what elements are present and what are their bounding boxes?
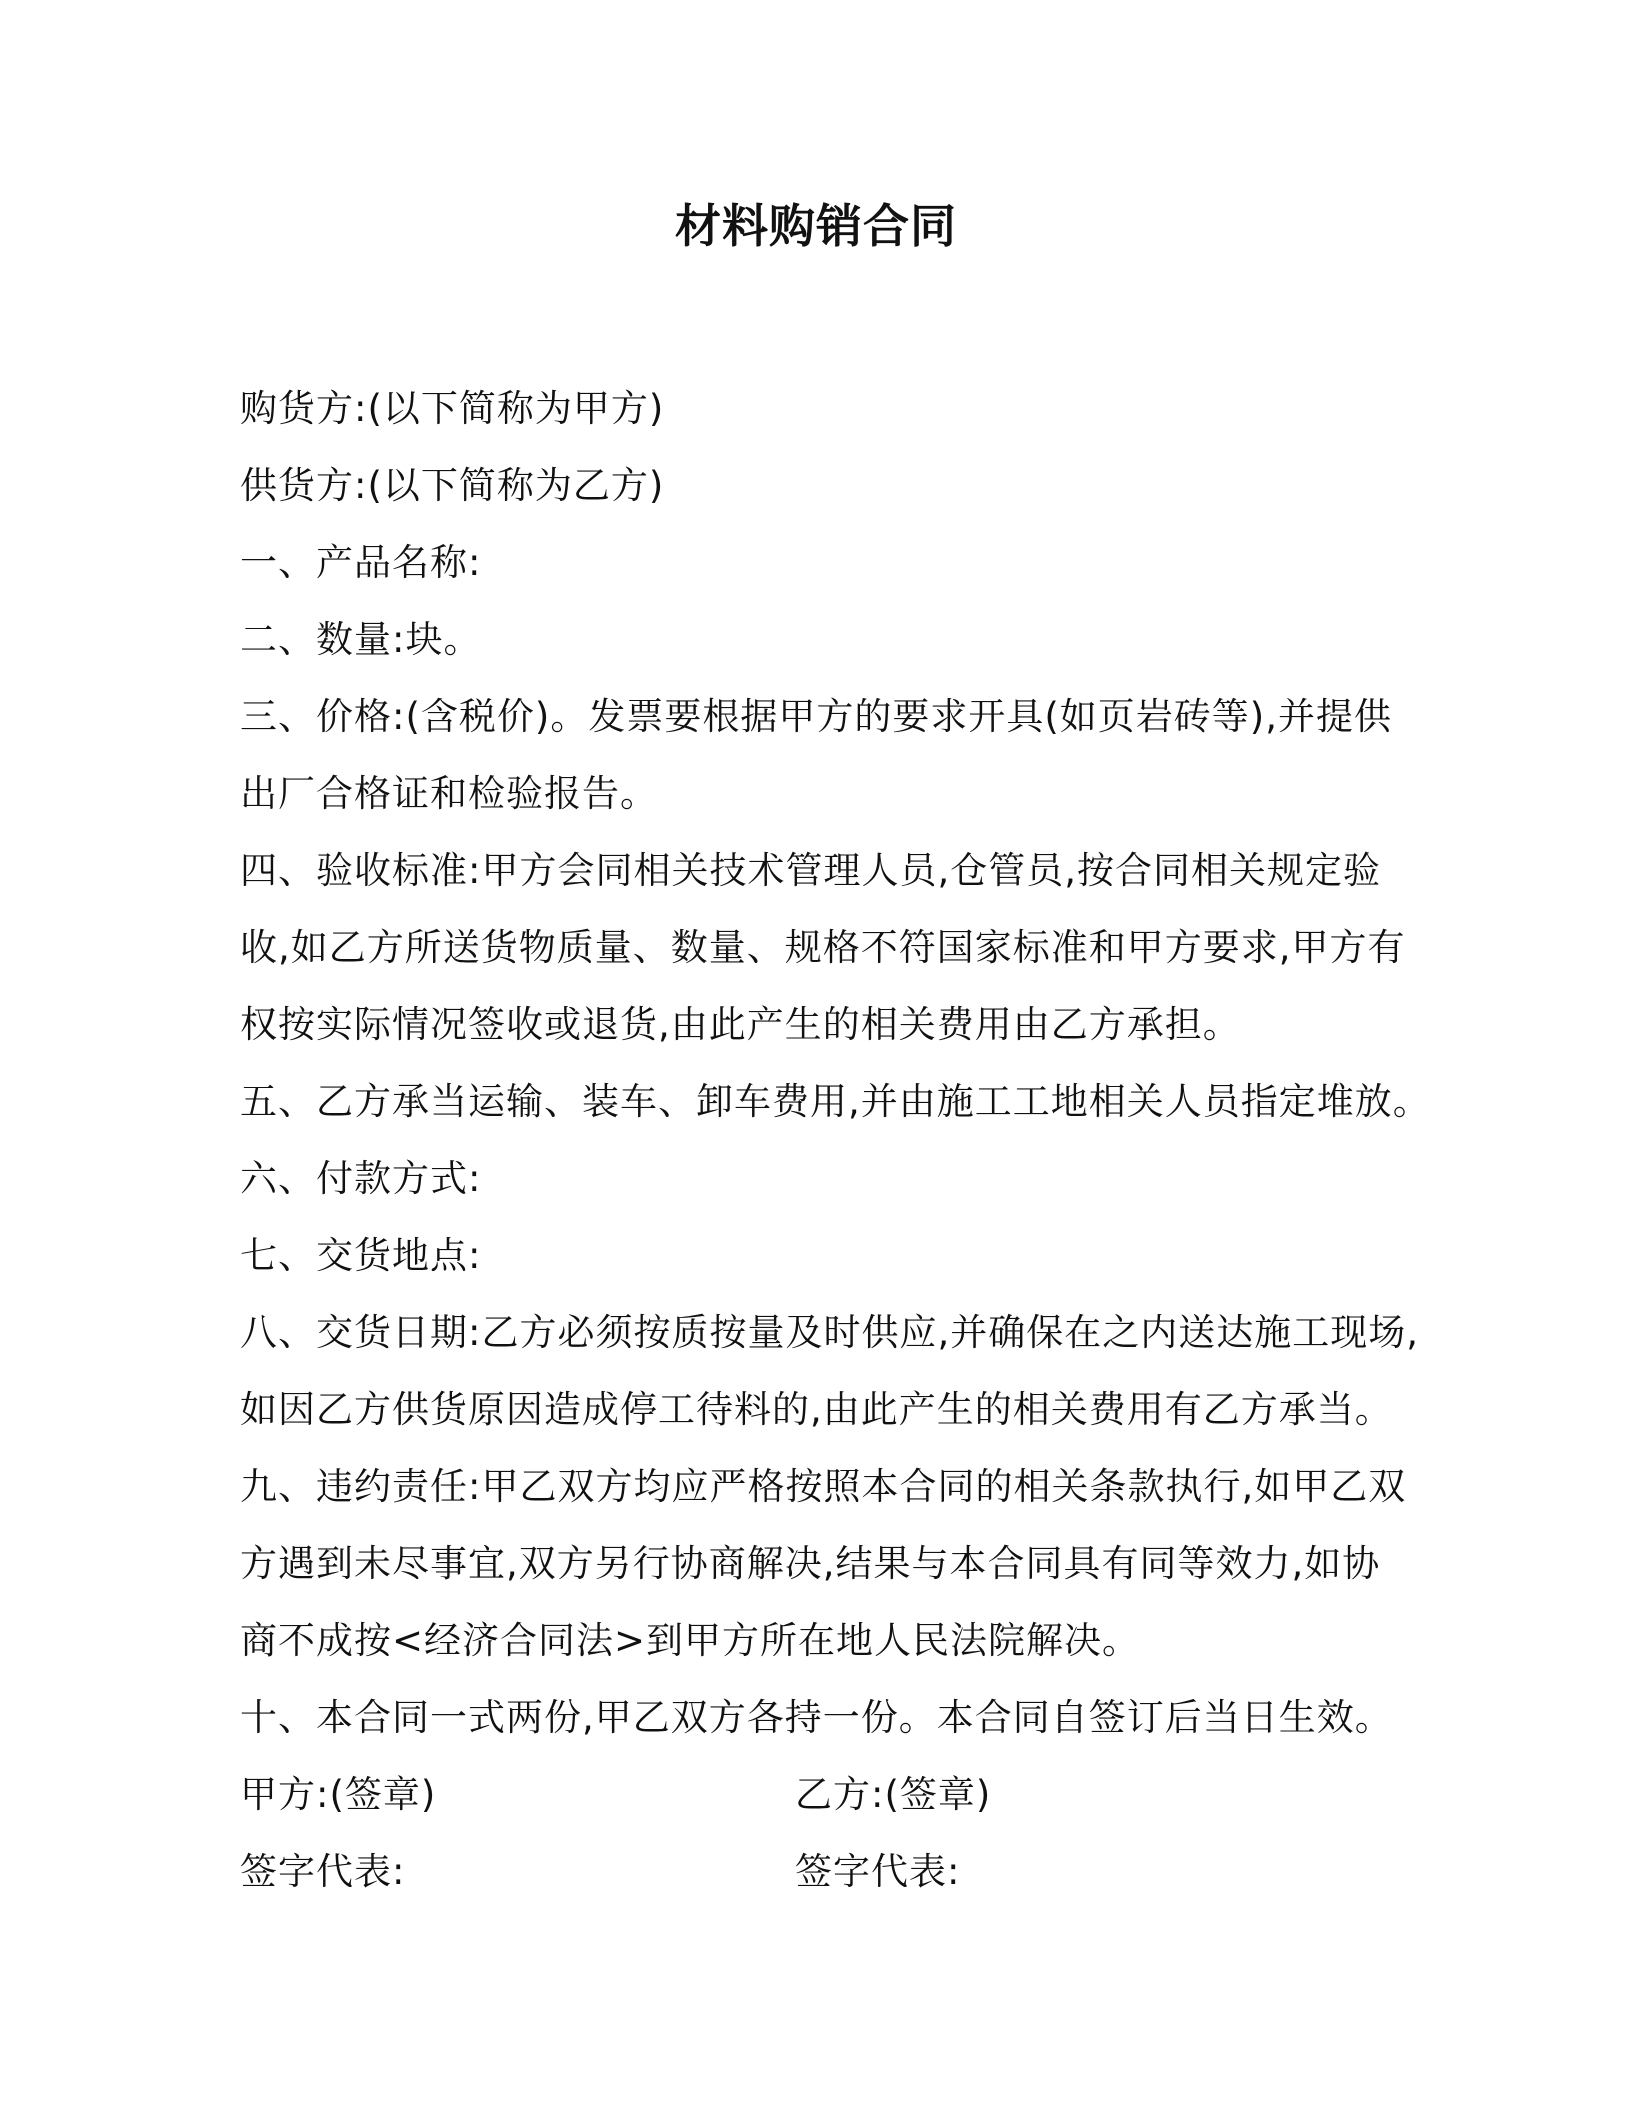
clause-4-acceptance-cont-2: 权按实际情况签收或退货,由此产生的相关费用由乙方承担。 bbox=[240, 1003, 1241, 1046]
clause-7-delivery-location: 七、交货地点: bbox=[240, 1234, 482, 1277]
party-b-seal: 乙方:(签章) bbox=[795, 1773, 992, 1816]
clause-9-liability: 九、违约责任:甲乙双方均应严格按照本合同的相关条款执行,如甲乙双 bbox=[240, 1465, 1407, 1508]
supplier-line: 供货方:(以下简称为乙方) bbox=[240, 464, 665, 507]
clause-9-liability-cont-1: 方遇到未尽事宜,双方另行协商解决,结果与本合同具有同等效力,如协 bbox=[240, 1542, 1381, 1585]
clause-5-transport: 五、乙方承当运输、装车、卸车费用,并由施工工地相关人员指定堆放。 bbox=[240, 1080, 1431, 1123]
clause-10-copies: 十、本合同一式两份,甲乙双方各持一份。本合同自签订后当日生效。 bbox=[240, 1696, 1393, 1739]
clause-3-price: 三、价格:(含税价)。发票要根据甲方的要求开具(如页岩砖等),并提供 bbox=[240, 695, 1392, 738]
clause-8-delivery-date: 八、交货日期:乙方必须按质按量及时供应,并确保在之内送达施工现场, bbox=[240, 1311, 1419, 1354]
clause-6-payment: 六、付款方式: bbox=[240, 1157, 482, 1200]
clause-4-acceptance: 四、验收标准:甲方会同相关技术管理人员,仓管员,按合同相关规定验 bbox=[240, 849, 1381, 892]
party-a-seal: 甲方:(签章) bbox=[240, 1773, 437, 1816]
clause-2-quantity: 二、数量:块。 bbox=[240, 618, 482, 661]
clause-3-price-cont: 出厂合格证和检验报告。 bbox=[240, 772, 658, 815]
seal-row bbox=[240, 1756, 1400, 1833]
document-title: 材料购销合同 bbox=[675, 199, 957, 253]
party-a-representative: 签字代表: bbox=[240, 1850, 406, 1893]
party-b-representative: 签字代表: bbox=[795, 1850, 961, 1893]
buyer-line: 购货方:(以下简称为甲方) bbox=[240, 387, 665, 430]
representative-row bbox=[240, 1833, 1400, 1910]
clause-8-delivery-date-cont: 如因乙方供货原因造成停工待料的,由此产生的相关费用有乙方承当。 bbox=[240, 1388, 1393, 1431]
document-body bbox=[240, 370, 1431, 1910]
clause-1-product-name: 一、产品名称: bbox=[240, 541, 482, 584]
clause-4-acceptance-cont-1: 收,如乙方所送货物质量、数量、规格不符国家标准和甲方要求,甲方有 bbox=[240, 926, 1406, 969]
clause-9-liability-cont-2: 商不成按<经济合同法>到甲方所在地人民法院解决。 bbox=[240, 1619, 1141, 1662]
